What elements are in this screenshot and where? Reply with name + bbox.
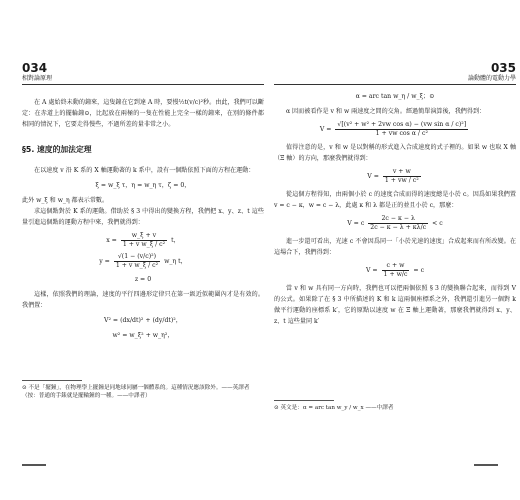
page-number: 035 [490,61,516,75]
footnotes [274,400,516,412]
paragraph: 當 v 和 w 具有同一方向時，我們也可以把兩個依照 § 3 的變換聯合起來，而得到 V 的公式。如果除了在 § 3 中所描述的 K 和 k 這兩個座標系之外，我們還引進另一個對 k 做平行運動的座標系 k′，它的原點以速度 w 在 Ξ 軸上運動著，那麼我們就得到 x、y、z、t 這些量同 k′ [274,285,516,325]
equation: w² = w_ξ² + w_η²， [112,332,174,339]
paragraph: 進一步還可看出，光速 c 不會因爲同一「小於光速的速度」合成起來而有所改變。在這場合下，我們得到： [274,238,516,256]
equation-y: y = $\frac{\text{√(1 − (v/c)²)}}{\text{1 + v w\_ξ / c²}}$ w_η t， [99,253,187,269]
footnote: ⊙ 英文是：α = arc tan w_y / w_x ——中譯者 [274,405,394,411]
equation-V: V = $\frac{\text{√[(v² + w² + 2vw cos α) − (vw sin α / c)²]}}{\text{1 + vw cos α / c²}}$ [319,121,467,137]
right-header [274,62,516,85]
right-page [274,62,516,442]
paragraph: 在以速度 v 沿 K 系的 X 軸運動著的 k 系中，設有一個點依照下面的方程在運動： [34,167,255,174]
running-head: 論動體的電動力學 [467,75,516,82]
paragraph: 求這個點對於 K 系的運動。借助於 § 3 中得出的變換方程，我們把 x、y、z、t 這些量引進這個點的運動方程中來，我們就得到： [22,208,264,226]
paragraph: α 因而被看作是 v 和 w 兩速度之間的交角。經過簡單演算後，我們得到： [286,108,486,115]
section-title: §5. 速度的加法定理 [22,145,92,154]
paragraph: 在 A 處始終未動的鐘來，這隻鐘在它到達 A 時，要慢½t(v/c)²秒。由此，我們可以斷定：在赤道上的擺輪鐘⊙，比起放在兩極的一隻在性能上完全一樣的鐘來，在別的條件都相同的情況下，它要走得慢些，不過所差的量非常之小。 [22,99,264,128]
equation: V = c $\frac{2c - \kappa - \lambda}{2c - \kappa - \lambda + \kappa\lambda/c}$ < c [347,215,443,231]
left-header [22,62,264,85]
bottom-bar-left [22,464,46,466]
paragraph: 值得注意的是，v 和 w 是以對稱的形式進入合成速度的式子裡的。如果 w 也取 X 軸（Ξ 軸）的方向，那麼我們就得到： [274,144,516,162]
paragraph: 這樣，依照我們的理論，速度的平行四邊形定律只在第一級近似範圍內才是有效的。我們置： [22,291,264,309]
header-rule [22,84,264,85]
paragraph: 此外 w_ξ 和 w_η 都表示常數。 [22,197,109,204]
paragraph: 從這個方程得知，由兩個小於 c 的速度合成而得的速度總是小於 c。因爲如果我們置 v = c − κ，w = c − λ，此處 κ 和 λ 都是正的並且小於 c，那麼： [274,191,516,209]
footnote: （按：普通的手錶就是擺輪鐘的一種。——中譯者） [22,393,151,399]
footnote-rule [274,400,334,401]
left-page [22,62,264,442]
footnote: ⊙ 不是「擺鐘」，在物理學上擺鐘是同地球同屬一個體系的。這種情況應該除外。——英譯者 [22,385,250,391]
equation: ξ = w_ξ τ，η = w_η τ，ζ = 0， [95,182,191,189]
header-rule [274,84,516,85]
footnote-rule [22,380,82,381]
equation: V = $\frac{c + w}{1 + w/c}$ = c [365,262,425,278]
equation: α = arc tan w_η / w_ξ；⊙ [355,93,435,100]
bottom-bar-right [474,464,498,466]
left-body [22,97,264,341]
equation-z: z = 0 [134,276,152,283]
page-number: 034 [22,61,48,75]
equation: V² = (dx/dt)² + (dy/dt)²， [104,317,182,324]
equation-x: x = $\frac{w\_\xi + v}{\text{1 + v w\_ξ / c²}}$ t， [106,232,180,248]
running-head: 相對論原理 [22,75,53,82]
right-body [274,91,516,327]
footnotes [22,380,264,400]
equation: V = $\frac{v + w}{\text{1 + vw / c²}}$ [367,168,419,184]
